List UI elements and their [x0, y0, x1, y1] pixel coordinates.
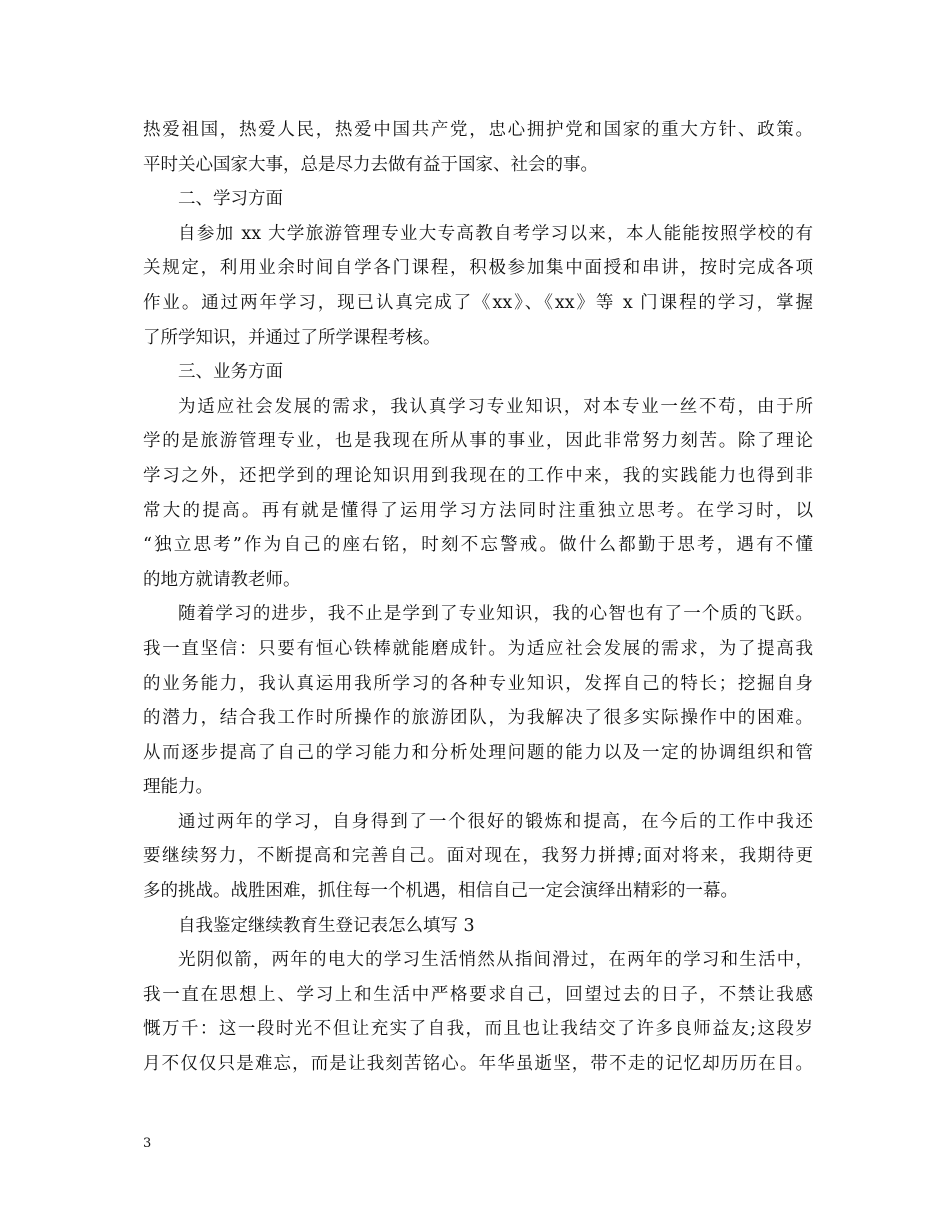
text-line: 理能力。 — [143, 777, 213, 798]
text-line: 二、学习方面 — [178, 189, 283, 210]
text-line: 随着学习的进步，我不止是学到了专业知识，我的心智也有了一个质的飞跃。 — [178, 604, 813, 625]
text-line: 平时关心国家大事，总是尽力去做有益于国家、社会的事。 — [143, 154, 598, 175]
text-line: 光阴似箭，两年的电大的学习生活悄然从指间滑过，在两年的学习和生活中， — [178, 950, 813, 971]
text-line: 多的挑战。战胜困难，抓住每一个机遇，相信自己一定会演绎出精彩的一幕。 — [143, 881, 738, 902]
text-line: 从而逐步提高了自己的学习能力和分析处理问题的能力以及一定的协调组织和管 — [143, 742, 813, 763]
text-line: 学的是旅游管理专业，也是我现在所从事的事业，因此非常努力刻苦。除了理论 — [143, 431, 813, 452]
text-line: 热爱祖国，热爱人民，热爱中国共产党，忠心拥护党和国家的重大方针、政策。 — [143, 120, 813, 140]
text-line: 的业务能力，我认真运用我所学习的各种专业知识，发挥自己的特长；挖掘自身 — [143, 673, 813, 694]
text-line: 自我鉴定继续教育生登记表怎么填写 3 — [178, 915, 475, 936]
text-line: 自参加 xx 大学旅游管理专业大专高教自考学习以来，本人能能按照学校的有 — [178, 223, 813, 244]
text-line: 通过两年的学习，自身得到了一个很好的锻炼和提高，在今后的工作中我还 — [178, 811, 813, 832]
page-number: 3 — [143, 1136, 152, 1151]
text-line: 常大的提高。再有就是懂得了运用学习方法同时注重独立思考。在学习时，以 — [143, 500, 813, 521]
text-line: 了所学知识，并通过了所学课程考核。 — [143, 327, 441, 348]
text-line: 学习之外，还把学到的理论知识用到我现在的工作中来，我的实践能力也得到非 — [143, 465, 813, 486]
text-line: 为适应社会发展的需求，我认真学习专业知识，对本专业一丝不苟，由于所 — [178, 396, 813, 417]
text-line: 我一直在思想上、学习上和生活中严格要求自己，回望过去的日子，不禁让我感 — [143, 984, 813, 1005]
text-line: 作业。通过两年学习，现已认真完成了《xx》、《xx》等 x 门课程的学习，掌握 — [143, 292, 813, 313]
text-line: 关规定，利用业余时间自学各门课程，积极参加集中面授和串讲，按时完成各项 — [143, 258, 813, 279]
text-line: 的地方就请教老师。 — [143, 569, 301, 590]
text-line: 要继续努力，不断提高和完善自己。面对现在，我努力拼搏;面对将来，我期待更 — [143, 846, 813, 867]
text-line: 我一直坚信：只要有恒心铁棒就能磨成针。为适应社会发展的需求，为了提高我 — [143, 638, 813, 659]
text-line: 三、业务方面 — [178, 362, 283, 383]
text-line: “独立思考”作为自己的座右铭，时刻不忘警戒。做什么都勤于思考，遇有不懂 — [143, 535, 813, 556]
text-line: 月不仅仅只是难忘，而是让我刻苦铭心。年华虽逝坚，带不走的记忆却历历在目。 — [143, 1054, 813, 1075]
document-body — [143, 113, 813, 1082]
text-line: 慨万千：这一段时光不但让充实了自我，而且也让我结交了许多良师益友;这段岁 — [143, 1019, 813, 1040]
text-line: 的潜力，结合我工作时所操作的旅游团队，为我解决了很多实际操作中的困难。 — [143, 708, 813, 729]
